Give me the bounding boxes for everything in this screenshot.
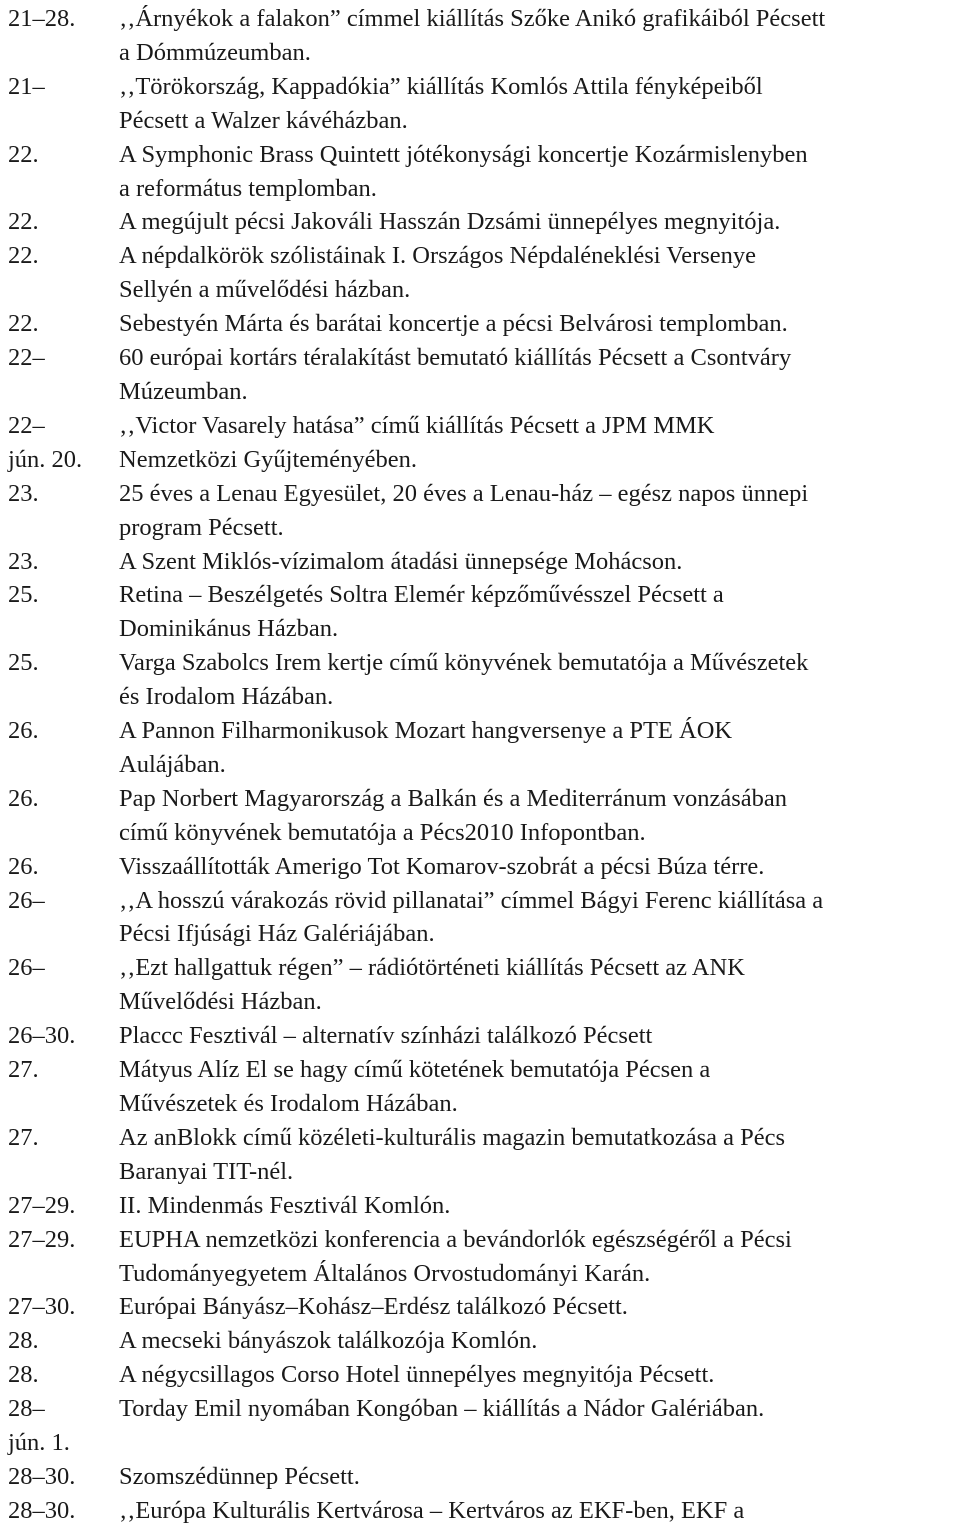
event-entry xyxy=(8,545,954,579)
event-date-line: jún. 20. xyxy=(8,445,83,473)
event-date-line: 22– xyxy=(8,411,45,439)
event-description-line: Művészetek és Irodalom Házában. xyxy=(119,1090,458,1117)
event-date xyxy=(8,1053,119,1087)
event-entry xyxy=(8,1460,954,1494)
event-description-line: Nemzetközi Gyűjteményében. xyxy=(119,445,417,473)
event-date-line: 27–29. xyxy=(8,1191,76,1219)
event-description-line: Múzeumban. xyxy=(119,377,248,405)
event-date xyxy=(8,341,119,375)
event-entry xyxy=(8,1189,954,1223)
event-description xyxy=(119,2,954,70)
event-description xyxy=(119,1494,954,1528)
event-date xyxy=(8,850,119,884)
event-description-line: Pap Norbert Magyarország a Balkán és a Mediterránum vonzásában xyxy=(119,784,788,812)
event-description xyxy=(119,1460,954,1494)
event-description-line: Az anBlokk című közéleti-kulturális magazin bemutatkozása a Pécs xyxy=(119,1123,786,1151)
event-date-line: 23. xyxy=(8,479,39,507)
event-date xyxy=(8,1392,119,1460)
event-description-line: Pécsi Ifjúsági Ház Galériájában. xyxy=(119,920,435,948)
event-date-line: 28–30. xyxy=(8,1462,76,1490)
event-description-line: Varga Szabolcs Irem kertje című könyvének bemutatója a Művészetek xyxy=(119,649,809,677)
event-description-line: A négycsillagos Corso Hotel ünnepélyes megnyitója Pécsett. xyxy=(119,1361,715,1389)
event-date xyxy=(8,1324,119,1358)
event-date xyxy=(8,1223,119,1257)
event-date-line: 28– xyxy=(8,1395,45,1423)
event-entry xyxy=(8,850,954,884)
event-date xyxy=(8,239,119,273)
event-date-line: 27–30. xyxy=(8,1293,76,1321)
event-description-line: ‚‚Victor Vasarely hatása” című kiállítás Pécsett a JPM MMK xyxy=(119,411,715,439)
event-description xyxy=(119,409,954,477)
event-date-line: 22– xyxy=(8,344,45,372)
event-description-line: Mátyus Alíz El se hagy című kötetének bemutatója Pécsen a xyxy=(119,1056,711,1084)
event-description xyxy=(119,307,954,341)
event-description-line: című könyvének bemutatója a Pécs2010 Infopontban. xyxy=(119,818,646,846)
event-date xyxy=(8,1019,119,1053)
event-date-line: 27–29. xyxy=(8,1225,76,1253)
event-date xyxy=(8,138,119,172)
event-date-line: 26. xyxy=(8,784,39,812)
event-date xyxy=(8,2,119,36)
event-description xyxy=(119,138,954,206)
event-entry xyxy=(8,307,954,341)
event-entry xyxy=(8,341,954,409)
event-entry xyxy=(8,409,954,477)
event-date-line: 25. xyxy=(8,649,39,677)
event-description xyxy=(119,782,954,850)
event-date-line: 26– xyxy=(8,954,45,982)
event-date xyxy=(8,714,119,748)
event-date-line: 22. xyxy=(8,310,39,338)
event-entry xyxy=(8,1324,954,1358)
event-description-line: Sellyén a művelődési házban. xyxy=(119,276,411,304)
event-description-line: Európai Bányász–Kohász–Erdész találkozó Pécsett. xyxy=(119,1293,628,1321)
event-description-line: ‚‚Törökország, Kappadókia” kiállítás Komlós Attila fényképeiből xyxy=(119,72,763,100)
event-date xyxy=(8,1494,119,1528)
event-date-line: 21–28. xyxy=(8,5,76,32)
event-description-line: Pécsett a Walzer kávéházban. xyxy=(119,106,408,134)
event-date-line: 22. xyxy=(8,140,39,168)
event-description-line: A mecseki bányászok találkozója Komlón. xyxy=(119,1327,538,1355)
event-description xyxy=(119,850,954,884)
event-list xyxy=(8,2,954,1528)
event-description xyxy=(119,714,954,782)
event-entry xyxy=(8,1223,954,1291)
event-description-line: EUPHA nemzetközi konferencia a bevándorlók egészségéről a Pécsi xyxy=(119,1225,792,1253)
event-description-line: Visszaállították Amerigo Tot Komarov-szobrát a pécsi Búza térre. xyxy=(119,852,765,880)
event-description-line: A Pannon Filharmonikusok Mozart hangversenye a PTE ÁOK xyxy=(119,717,733,745)
event-date xyxy=(8,951,119,985)
event-description-line: A megújult pécsi Jakováli Hasszán Dzsámi ünnepélyes megnyitója. xyxy=(119,208,781,236)
event-description xyxy=(119,884,954,952)
event-date-line: 28–30. xyxy=(8,1496,76,1524)
event-date-line: jún. 1. xyxy=(8,1429,70,1457)
event-entry xyxy=(8,1494,954,1528)
event-description-line: 60 európai kortárs téralakítást bemutató kiállítás Pécsett a Csontváry xyxy=(119,344,792,372)
event-entry xyxy=(8,1019,954,1053)
event-date xyxy=(8,1290,119,1324)
event-entry xyxy=(8,477,954,545)
event-date-line: 25. xyxy=(8,581,39,609)
event-description xyxy=(119,545,954,579)
event-entry xyxy=(8,578,954,646)
event-description xyxy=(119,1324,954,1358)
event-date xyxy=(8,1121,119,1155)
event-description-line: és Irodalom Házában. xyxy=(119,683,334,711)
event-date-line: 22. xyxy=(8,242,39,270)
event-description-line: A Symphonic Brass Quintett jótékonysági koncertje Kozármislenyben xyxy=(119,140,808,168)
event-description-line: Dominikánus Házban. xyxy=(119,615,339,643)
event-date xyxy=(8,1358,119,1392)
event-date xyxy=(8,1460,119,1494)
event-description xyxy=(119,1290,954,1324)
event-entry xyxy=(8,70,954,138)
event-description-line: Retina – Beszélgetés Soltra Elemér képzőművésszel Pécsett a xyxy=(119,581,724,609)
event-description xyxy=(119,477,954,545)
event-description-line: Placcc Fesztivál – alternatív színházi találkozó Pécsett xyxy=(119,1022,653,1050)
event-description xyxy=(119,239,954,307)
event-description-line: ‚‚Árnyékok a falakon” címmel kiállítás Szőke Anikó grafikáiból Pécsett xyxy=(119,5,826,32)
event-entry xyxy=(8,951,954,1019)
event-description-line: Torday Emil nyomában Kongóban – kiállítás a Nádor Galériában. xyxy=(119,1395,765,1423)
event-description-line: a református templomban. xyxy=(119,174,377,202)
event-entry xyxy=(8,646,954,714)
event-description-line: a Dómmúzeumban. xyxy=(119,38,311,66)
event-description-line: ‚‚A hosszú várakozás rövid pillanatai” címmel Bágyi Ferenc kiállítása a xyxy=(119,886,824,914)
event-description xyxy=(119,70,954,138)
event-date-line: 28. xyxy=(8,1361,39,1389)
event-description xyxy=(119,951,954,1019)
event-description xyxy=(119,1019,954,1053)
event-description-line: Tudományegyetem Általános Orvostudományi Karán. xyxy=(119,1259,651,1287)
event-description-line: II. Mindenmás Fesztivál Komlón. xyxy=(119,1191,451,1219)
event-description xyxy=(119,646,954,714)
event-date-line: 26. xyxy=(8,717,39,745)
event-description-line: program Pécsett. xyxy=(119,513,284,541)
event-description xyxy=(119,1121,954,1189)
event-description-line: Szomszédünnep Pécsett. xyxy=(119,1462,360,1490)
event-description xyxy=(119,1392,954,1426)
event-entry xyxy=(8,714,954,782)
event-date-line: 26–30. xyxy=(8,1022,76,1050)
event-entry xyxy=(8,239,954,307)
event-description-line: Baranyai TIT-nél. xyxy=(119,1157,294,1185)
event-date-line: 26– xyxy=(8,886,45,914)
event-entry xyxy=(8,1358,954,1392)
event-date-line: 27. xyxy=(8,1056,39,1084)
event-entry xyxy=(8,2,954,70)
event-entry xyxy=(8,1053,954,1121)
event-date-line: 26. xyxy=(8,852,39,880)
event-date xyxy=(8,782,119,816)
event-date xyxy=(8,646,119,680)
event-date-line: 28. xyxy=(8,1327,39,1355)
event-description xyxy=(119,578,954,646)
event-entry xyxy=(8,138,954,206)
event-date xyxy=(8,1189,119,1223)
event-date-line: 27. xyxy=(8,1123,39,1151)
event-entry xyxy=(8,1121,954,1189)
event-description-line: ‚‚Európa Kulturális Kertvárosa – Kertváros az EKF-ben, EKF a xyxy=(119,1496,745,1524)
event-date xyxy=(8,307,119,341)
event-description xyxy=(119,1053,954,1121)
event-description xyxy=(119,205,954,239)
event-date xyxy=(8,409,119,477)
event-description-line: Sebestyén Márta és barátai koncertje a pécsi Belvárosi templomban. xyxy=(119,310,788,338)
event-description xyxy=(119,1189,954,1223)
event-date xyxy=(8,205,119,239)
event-entry xyxy=(8,884,954,952)
event-description-line: A Szent Miklós-vízimalom átadási ünnepsége Mohácson. xyxy=(119,547,683,575)
event-description-line: Aulájában. xyxy=(119,750,226,778)
event-date-line: 23. xyxy=(8,547,39,575)
event-entry xyxy=(8,1290,954,1324)
event-description-line: A népdalkörök szólistáinak I. Országos Népdaléneklési Versenye xyxy=(119,242,757,270)
event-description-line: ‚‚Ezt hallgattuk régen” – rádiótörténeti kiállítás Pécsett az ANK xyxy=(119,954,745,982)
event-description xyxy=(119,1358,954,1392)
event-entry xyxy=(8,1392,954,1460)
event-date xyxy=(8,477,119,511)
event-date xyxy=(8,70,119,104)
event-entry xyxy=(8,205,954,239)
event-description xyxy=(119,1223,954,1291)
event-description xyxy=(119,341,954,409)
event-entry xyxy=(8,782,954,850)
event-date xyxy=(8,578,119,612)
event-date xyxy=(8,545,119,579)
event-description-line: Művelődési Házban. xyxy=(119,988,322,1016)
event-date-line: 21– xyxy=(8,72,45,100)
event-date-line: 22. xyxy=(8,208,39,236)
event-date xyxy=(8,884,119,918)
event-description-line: 25 éves a Lenau Egyesület, 20 éves a Lenau-ház – egész napos ünnepi xyxy=(119,479,809,507)
